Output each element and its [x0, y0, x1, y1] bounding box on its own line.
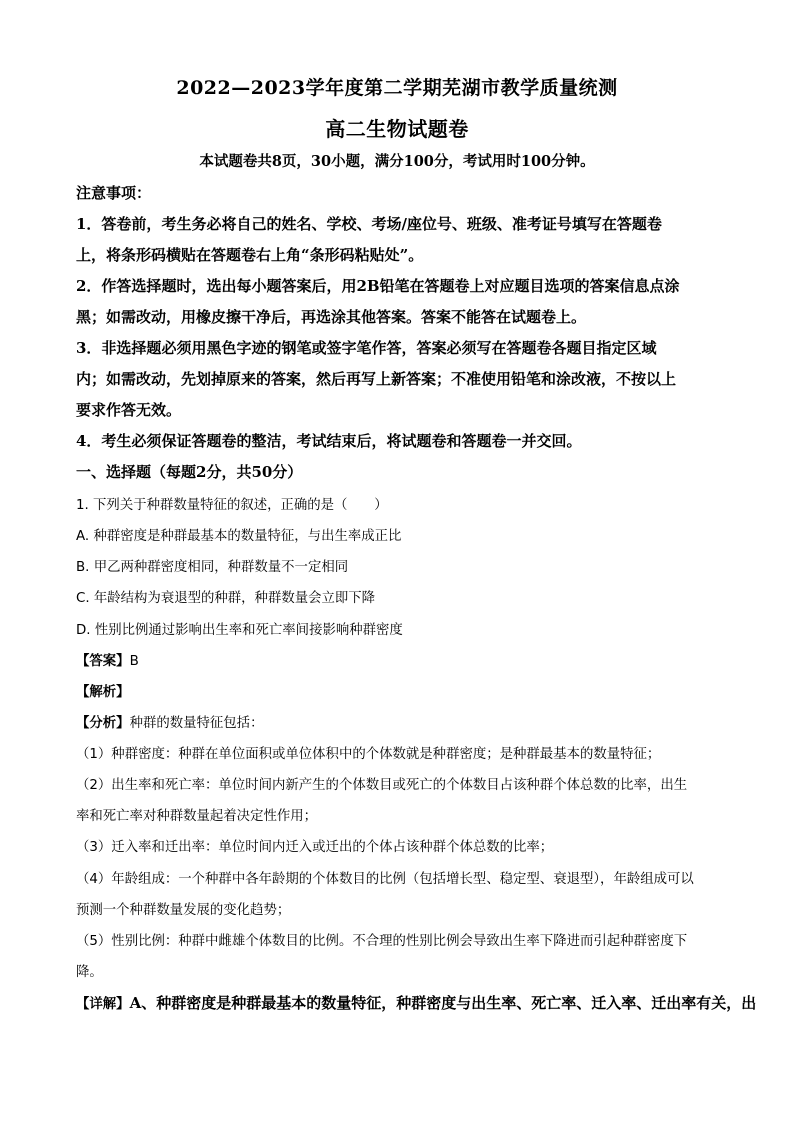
answer-value: B [129, 654, 139, 669]
answer-line [76, 650, 139, 669]
section-heading: 一、选择题（每题2分，共50分） [76, 463, 303, 481]
fenxi-tag: 【分析】 [76, 716, 130, 731]
exam-title: 2022—2023学年度第二学期芜湖市教学质量统测 [176, 77, 618, 99]
question-1-option-d: D. 性别比例通过影响出生率和死亡率间接影响种群密度 [76, 623, 403, 638]
analysis-point-2-line-1: （2）出生率和死亡率：单位时间内新产生的个体数目或死亡的个体数目占该种群个体总数的比率，出生 [76, 778, 688, 793]
analysis-point-4-line-2: 预测一个种群数量发展的变化趋势； [76, 903, 291, 918]
exam-subject-title: 高二生物试题卷 [325, 117, 469, 141]
notice-heading: 注意事项： [76, 184, 152, 202]
analysis-point-5-line-2: 降。 [76, 965, 103, 980]
notice-item-1-line-2: 上，将条形码横贴在答题卷右上角“条形码粘贴处”。 [76, 246, 424, 264]
question-1-option-b: B. 甲乙两种群密度相同，种群数量不一定相同 [76, 560, 349, 575]
detail-tag: 【详解】 [76, 997, 130, 1012]
fenxi-line [76, 712, 263, 731]
fenxi-text: 种群的数量特征包括： [129, 716, 264, 731]
notice-item-2-line-1: 2．作答选择题时，选出每小题答案后，用2B铅笔在答题卷上对应题目选项的答案信息点涂 [76, 277, 680, 295]
analysis-point-5-line-1: （5）性别比例：种群中雌雄个体数目的比例。不合理的性别比例会导致出生率下降进而引起种群密度下 [76, 934, 688, 949]
analysis-tag: 【解析】 [76, 685, 130, 700]
analysis-point-1: （1）种群密度：种群在单位面积或单位体积中的个体数就是种群密度；是种群最基本的数量特征； [76, 747, 661, 762]
detail-line [76, 992, 756, 1013]
analysis-line [76, 681, 130, 700]
analysis-point-4-line-1: （4）年龄组成：一个种群中各年龄期的个体数目的比例（包括增长型、稳定型、衰退型），年龄组成可以 [76, 872, 694, 887]
detail-text: A、种群密度是种群最基本的数量特征，种群密度与出生率、死亡率、迁入率、迁出率有关，出 [129, 994, 757, 1012]
notice-item-3-line-1: 3．非选择题必须用黑色字迹的钢笔或签字笔作答，答案必须写在答题卷各题目指定区域 [76, 339, 657, 357]
notice-item-4: 4．考生必须保证答题卷的整洁，考试结束后，将试题卷和答题卷一并交回。 [76, 432, 582, 450]
question-1-option-c: C. 年龄结构为衰退型的种群，种群数量会立即下降 [76, 591, 376, 606]
notice-item-2-line-2: 黑；如需改动，用橡皮擦干净后，再选涂其他答案。答案不能答在试题卷上。 [76, 308, 587, 326]
question-1-option-a: A. 种群密度是种群最基本的数量特征，与出生率成正比 [76, 529, 402, 544]
notice-item-1-line-1: 1．答卷前，考生务必将自己的姓名、学校、考场/座位号、班级、准考证号填写在答题卷 [76, 215, 662, 233]
answer-tag: 【答案】 [76, 654, 130, 669]
notice-item-3-line-3: 要求作答无效。 [76, 401, 182, 419]
analysis-point-2-line-2: 率和死亡率对种群数量起着决定性作用； [76, 809, 318, 824]
question-1-stem: 1. 下列关于种群数量特征的叙述，正确的是（ ） [76, 498, 388, 513]
notice-item-3-line-2: 内；如需改动，先划掉原来的答案，然后再写上新答案；不准使用铅笔和涂改液，不按以上 [76, 370, 677, 388]
exam-info: 本试题卷共8页，30小题，满分100分，考试用时100分钟。 [199, 153, 595, 170]
analysis-point-3: （3）迁入率和迁出率：单位时间内迁入或迁出的个体占该种群个体总数的比率； [76, 840, 554, 855]
